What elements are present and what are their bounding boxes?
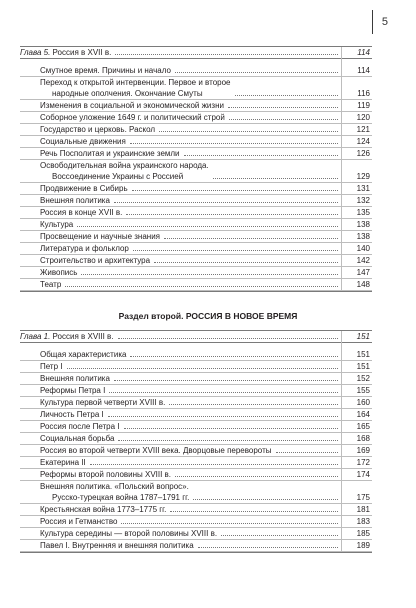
toc-entry-title: [20, 397, 167, 408]
dot-leader: [235, 95, 339, 96]
toc-entry[interactable]: [20, 77, 372, 100]
toc-entry-page-number: 142: [356, 256, 370, 265]
chapter-title: Россия в XVIII в.: [52, 332, 114, 341]
toc-entry[interactable]: [20, 112, 372, 124]
toc-entry-line: Литература и фольклор: [40, 244, 129, 253]
toc-entry-page-number: 185: [356, 529, 370, 538]
dot-leader: [108, 416, 338, 417]
toc-entry-page-number: 121: [356, 125, 370, 134]
column-rule: [341, 148, 342, 160]
toc-entry[interactable]: [20, 279, 372, 291]
toc-entry-page-number: 116: [357, 89, 370, 98]
toc-entry-title: [20, 540, 196, 551]
toc-entry-title: [20, 373, 112, 384]
toc-entry[interactable]: [20, 195, 372, 207]
toc-entry-line: Петр I: [40, 362, 63, 371]
toc-entry-continuation: народные ополчения. Окончание Смуты: [52, 89, 203, 98]
toc-entry-page-number: 138: [356, 220, 370, 229]
dot-leader: [228, 107, 338, 108]
chapter-label: Глава 1.: [20, 332, 51, 341]
toc-entry[interactable]: [20, 409, 372, 421]
toc-entry[interactable]: [20, 219, 372, 231]
toc-entry-line: Изменения в социальной и экономической жизни: [40, 101, 224, 110]
toc-entry[interactable]: [20, 59, 372, 77]
toc-entry[interactable]: [20, 136, 372, 148]
toc-entry-title: [20, 65, 173, 76]
toc-entry-title: [20, 469, 173, 480]
toc-entry-page-number: 189: [356, 541, 370, 550]
toc-entry-line: Освободительная война украинского народа.: [40, 161, 209, 170]
toc-entry-line: Крестьянская война 1773–1775 гг.: [40, 505, 167, 514]
dot-leader: [118, 338, 338, 339]
toc-entry-line: Внешняя политика. «Польский вопрос».: [40, 482, 189, 491]
toc-entry-title: [20, 421, 122, 432]
part-title: [0, 311, 416, 321]
toc-entry-continuation: Воссоединение Украины с Россией: [52, 172, 184, 181]
chapter-label: Глава 5.: [20, 48, 51, 57]
toc-entry-line: Личность Петра I: [40, 410, 104, 419]
toc-entry-page-number: 126: [356, 149, 370, 158]
toc-entry-title: [20, 243, 131, 254]
toc-entry[interactable]: [20, 243, 372, 255]
page-number: 5: [381, 16, 388, 28]
column-rule: [341, 504, 342, 516]
toc-entry-continuation: Русско-турецкая война 1787–1791 гг.: [52, 493, 190, 502]
column-rule: [341, 243, 342, 255]
toc-entry-line: Просвещение и научные знания: [40, 232, 160, 241]
toc-entry-line: Россия в конце XVII в.: [40, 208, 123, 217]
toc-entry-title: [20, 160, 211, 182]
toc-entry-page-number: 155: [356, 386, 370, 395]
dot-leader: [164, 238, 338, 239]
chapter-page-number: 151: [356, 332, 370, 341]
part-title-text: РОССИЯ В НОВОЕ ВРЕМЯ: [185, 311, 298, 321]
column-rule: [341, 385, 342, 397]
toc-entry-title: [20, 148, 182, 159]
toc-entry-title: [20, 279, 63, 290]
column-rule: [341, 331, 342, 343]
toc-entry[interactable]: [20, 385, 372, 397]
toc-entry-title: [20, 77, 233, 99]
toc-entry-title: [20, 219, 75, 230]
toc-entry[interactable]: [20, 445, 372, 457]
toc-entry-line: Общая характеристика: [40, 350, 127, 359]
toc-entry-line: Россия после Петра I: [40, 422, 120, 431]
toc-entry[interactable]: [20, 183, 372, 195]
toc-entry-line: Продвижение в Сибирь: [40, 184, 128, 193]
toc-entry[interactable]: [20, 361, 372, 373]
toc-entry-page-number: 138: [356, 232, 370, 241]
column-rule: [341, 160, 342, 183]
chapter-title: Россия в XVII в.: [52, 48, 112, 57]
column-rule: [341, 373, 342, 385]
toc-entry-page-number: 151: [356, 350, 370, 359]
toc-entry-page-number: 132: [356, 196, 370, 205]
toc-entry-title: [20, 207, 124, 218]
dot-leader: [193, 499, 338, 500]
toc-entry-title: [20, 361, 65, 372]
toc-entry-page-number: 135: [356, 208, 370, 217]
column-rule: [341, 361, 342, 373]
toc-entry[interactable]: [20, 267, 372, 279]
toc-entry[interactable]: [20, 481, 372, 504]
toc-entry-page-number: 160: [356, 398, 370, 407]
column-rule: [341, 207, 342, 219]
toc-entry[interactable]: [20, 343, 372, 361]
toc-entry-title: [20, 136, 128, 147]
column-rule: [341, 397, 342, 409]
toc-entry-title: [20, 516, 119, 527]
toc-entry-line: Россия во второй четверти XVIII века. Дворцовые перевороты: [40, 446, 272, 455]
toc-entry[interactable]: [20, 160, 372, 183]
column-rule: [341, 183, 342, 195]
toc-entry-title: [20, 409, 106, 420]
dot-leader: [154, 262, 338, 263]
dot-leader: [170, 511, 338, 512]
toc-entry-page-number: 175: [356, 493, 370, 502]
dot-leader: [159, 131, 338, 132]
column-rule: [341, 528, 342, 540]
toc-entry-line: Реформы второй половины XVIII в.: [40, 470, 172, 479]
toc-entry-line: Павел I. Внутренняя и внешняя политика: [40, 541, 194, 550]
toc-entry-title: [20, 267, 79, 278]
column-rule: [341, 469, 342, 481]
chapter-page-number: 114: [357, 48, 370, 57]
toc-entry-line: Речь Посполитая и украинские земли: [40, 149, 180, 158]
dot-leader: [114, 202, 338, 203]
chapter-5-section: [20, 46, 372, 292]
toc-entry-page-number: 165: [356, 422, 370, 431]
toc-entry[interactable]: [20, 433, 372, 445]
dot-leader: [132, 190, 338, 191]
toc-entry[interactable]: [20, 231, 372, 243]
dot-leader: [90, 464, 338, 465]
dot-leader: [130, 356, 338, 357]
toc-entry[interactable]: [20, 457, 372, 469]
toc-entry-title: [20, 195, 112, 206]
dot-leader: [81, 274, 338, 275]
toc-entry-line: Внешняя политика: [40, 196, 110, 205]
toc-entry-page-number: 183: [356, 517, 370, 526]
toc-entry-page-number: 120: [356, 113, 370, 122]
toc-entry-page-number: 172: [356, 458, 370, 467]
column-rule: [341, 409, 342, 421]
toc-entry-title: [20, 457, 88, 468]
page-number-rule: [372, 10, 373, 34]
toc-entry-page-number: 168: [356, 434, 370, 443]
column-rule: [341, 343, 342, 361]
toc-entry[interactable]: [20, 421, 372, 433]
toc-entry-line: Соборное уложение 1649 г. и политический строй: [40, 113, 225, 122]
dot-leader: [126, 214, 338, 215]
toc-entry-page-number: 152: [356, 374, 370, 383]
dot-leader: [133, 250, 338, 251]
column-rule: [341, 481, 342, 504]
toc-entry-line: Государство и церковь. Раскол: [40, 125, 156, 134]
toc-entry-title: [20, 349, 128, 360]
toc-entry[interactable]: [20, 397, 372, 409]
column-rule: [341, 136, 342, 148]
dot-leader: [118, 440, 338, 441]
column-rule: [341, 267, 342, 279]
toc-entry-line: Екатерина II: [40, 458, 86, 467]
column-rule: [341, 195, 342, 207]
toc-entry-title: [20, 528, 219, 539]
toc-entry-title: [20, 433, 116, 444]
toc-entry[interactable]: [20, 207, 372, 219]
toc-entry[interactable]: [20, 469, 372, 481]
column-rule: [341, 231, 342, 243]
dot-leader: [115, 54, 338, 55]
column-rule: [341, 516, 342, 528]
column-rule: [341, 457, 342, 469]
dot-leader: [175, 476, 338, 477]
toc-entry-page-number: 119: [357, 101, 370, 110]
column-rule: [341, 219, 342, 231]
toc-entry-line: Смутное время. Причины и начало: [40, 66, 171, 75]
column-rule: [341, 112, 342, 124]
chapter-heading-text: [20, 331, 116, 342]
dot-leader: [229, 119, 338, 120]
toc-entry-title: [20, 124, 157, 135]
dot-leader: [130, 143, 338, 144]
toc-entry-page-number: 140: [356, 244, 370, 253]
dot-leader: [109, 392, 338, 393]
toc-entry[interactable]: [20, 255, 372, 267]
dot-leader: [114, 380, 338, 381]
toc-entry-page-number: 169: [356, 446, 370, 455]
toc-entry-line: Театр: [40, 280, 62, 289]
column-rule: [341, 445, 342, 457]
column-rule: [341, 100, 342, 112]
toc-entry-page-number: 147: [356, 268, 370, 277]
dot-leader: [67, 368, 339, 369]
dot-leader: [184, 155, 338, 156]
toc-entry[interactable]: [20, 540, 372, 552]
toc-entry-title: [20, 385, 107, 396]
dot-leader: [77, 226, 338, 227]
dot-leader: [65, 286, 338, 287]
toc-entry-line: Культура: [40, 220, 74, 229]
dot-leader: [198, 547, 338, 548]
dot-leader: [175, 72, 338, 73]
toc-entry[interactable]: [20, 373, 372, 385]
part-title-prefix: Раздел второй.: [118, 311, 184, 321]
toc-entry-line: Строительство и архитектура: [40, 256, 151, 265]
toc-entry-page-number: 131: [356, 184, 370, 193]
chapter-heading-text: [20, 47, 113, 58]
toc-entry[interactable]: [20, 124, 372, 136]
chapter-1-section: [20, 330, 372, 553]
dot-leader: [121, 523, 338, 524]
dot-leader: [124, 428, 338, 429]
toc-entry-title: [20, 112, 227, 123]
toc-entry-page-number: 164: [356, 410, 370, 419]
toc-entry-page-number: 124: [356, 137, 370, 146]
toc-entry[interactable]: [20, 148, 372, 160]
dot-leader: [276, 452, 339, 453]
toc-entry-page-number: 114: [357, 66, 370, 75]
dot-leader: [213, 178, 338, 179]
toc-entry-title: [20, 445, 274, 456]
toc-entry-title: [20, 504, 168, 515]
chapter-heading[interactable]: [20, 331, 372, 343]
toc-entry[interactable]: [20, 504, 372, 516]
column-rule: [341, 433, 342, 445]
toc-entry[interactable]: [20, 100, 372, 112]
toc-entry-title: [20, 255, 152, 266]
toc-entry-title: [20, 183, 130, 194]
column-rule: [341, 77, 342, 100]
dot-leader: [169, 404, 338, 405]
toc-entry[interactable]: [20, 528, 372, 540]
column-rule: [341, 540, 342, 552]
toc-entry-line: Живопись: [40, 268, 78, 277]
column-rule: [341, 421, 342, 433]
toc-entry-line: Социальная борьба: [40, 434, 115, 443]
toc-entry-page-number: 151: [356, 362, 370, 371]
toc-entry-line: Культура середины — второй половины XVIII в.: [40, 529, 218, 538]
toc-entry-page-number: 181: [356, 505, 370, 514]
chapter-heading[interactable]: [20, 47, 372, 59]
toc-entry-line: Россия и Гетманство: [40, 517, 118, 526]
toc-entry-line: Реформы Петра I: [40, 386, 106, 395]
column-rule: [341, 59, 342, 77]
toc-entry-line: Переход к открытой интервенции. Первое и второе: [40, 78, 231, 87]
toc-entry-line: Культура первой четверти XVIII в.: [40, 398, 166, 407]
toc-entry-title: [20, 100, 226, 111]
toc-entry-line: Социальные движения: [40, 137, 126, 146]
toc-entry-page-number: 148: [356, 280, 370, 289]
column-rule: [341, 279, 342, 291]
toc-entry-page-number: 174: [356, 470, 370, 479]
toc-entry[interactable]: [20, 516, 372, 528]
toc-entry-page-number: 129: [356, 172, 370, 181]
toc-entry-line: Внешняя политика: [40, 374, 110, 383]
column-rule: [341, 255, 342, 267]
dot-leader: [221, 535, 338, 536]
column-rule: [341, 47, 342, 59]
toc-entry-title: [20, 481, 191, 503]
column-rule: [341, 124, 342, 136]
toc-entry-title: [20, 231, 162, 242]
